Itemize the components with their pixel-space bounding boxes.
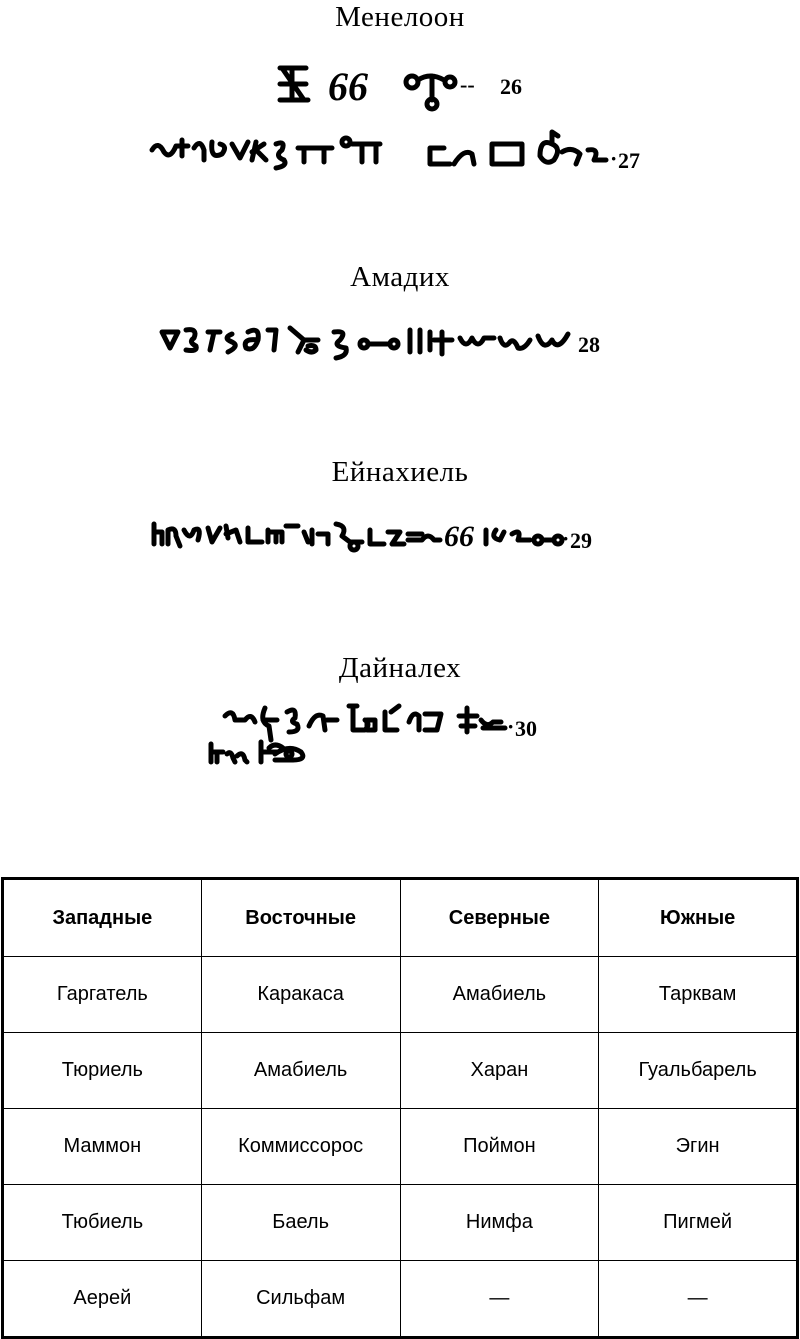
svg-text:·: · [610, 146, 618, 171]
table-cell: — [400, 1261, 599, 1338]
table-cell: Эгин [599, 1109, 798, 1185]
sigil-28-icon [158, 320, 648, 375]
table-row [3, 1261, 798, 1338]
table-row [3, 1033, 798, 1109]
table-cell: — [599, 1261, 798, 1338]
table-row [3, 957, 798, 1033]
spirits-table [1, 877, 799, 1339]
sigil-26-icon [270, 60, 540, 115]
table-cell: Каракаса [201, 957, 400, 1033]
table-cell: Амабиель [400, 957, 599, 1033]
sigil-number: 28 [578, 332, 600, 357]
table-cell: Маммон [3, 1109, 202, 1185]
sigil-27-icon [148, 130, 658, 185]
table-cell: Поймон [400, 1109, 599, 1185]
table-cell: Аерей [3, 1261, 202, 1338]
table-header-row [3, 879, 798, 957]
table-row [3, 1185, 798, 1261]
entry-heading-menelon: Менелоон [335, 1, 465, 33]
table-cell: Коммиссорос [201, 1109, 400, 1185]
sigil-30-icon [205, 698, 605, 778]
sigil-number: 26 [500, 74, 522, 99]
table-cell: Харан [400, 1033, 599, 1109]
svg-text:·: · [562, 526, 570, 551]
sigil-number: 30 [515, 716, 537, 741]
table-row [3, 1109, 798, 1185]
entry-heading-amadih: Амадих [350, 261, 450, 293]
table-cell: Гаргатель [3, 957, 202, 1033]
table-cell: Нимфа [400, 1185, 599, 1261]
entry-heading-dainaleh: Дайналех [338, 652, 462, 684]
entry-heading-einahiel: Ейнахиель [331, 456, 469, 488]
table-cell: Тюриель [3, 1033, 202, 1109]
header-southern: Южные [599, 879, 798, 957]
svg-text:--: -- [460, 72, 475, 97]
table-cell: Гуальбарель [599, 1033, 798, 1109]
svg-text:66: 66 [328, 64, 368, 109]
sigil-number: 27 [618, 148, 640, 173]
svg-text:·: · [507, 714, 515, 739]
svg-text:66: 66 [444, 520, 474, 553]
table-cell: Тарквам [599, 957, 798, 1033]
table-cell: Баель [201, 1185, 400, 1261]
header-northern: Северные [400, 879, 599, 957]
sigil-29-icon [150, 512, 650, 562]
header-western: Западные [3, 879, 202, 957]
table-cell: Пигмей [599, 1185, 798, 1261]
table-cell: Амабиель [201, 1033, 400, 1109]
sigil-number: 29 [570, 528, 592, 553]
table-cell: Сильфам [201, 1261, 400, 1338]
table-cell: Тюбиель [3, 1185, 202, 1261]
header-eastern: Восточные [201, 879, 400, 957]
